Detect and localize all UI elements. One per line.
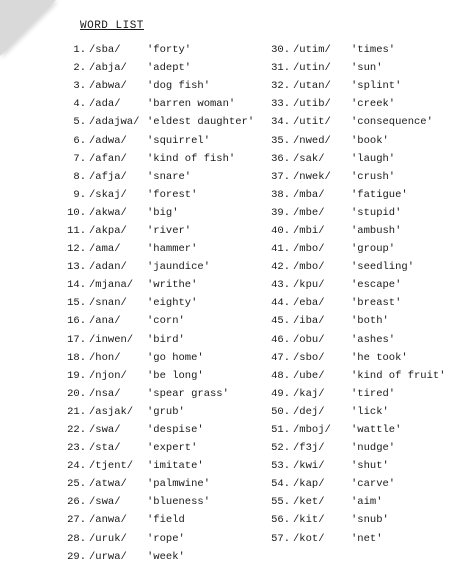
- word-list-row: [260, 367, 470, 385]
- word-list-row: [260, 312, 470, 330]
- item-number: 38.: [271, 188, 290, 201]
- english-gloss: 'palmwine': [147, 478, 211, 491]
- item-number: 34.: [271, 116, 290, 129]
- phonemic-word: /ube/: [293, 369, 325, 382]
- item-number: 27.: [67, 514, 86, 527]
- phonemic-word: /kaj/: [293, 387, 325, 400]
- phonemic-word: /ada/: [89, 98, 121, 111]
- item-number: 51.: [271, 424, 290, 437]
- english-gloss: 'sun': [351, 62, 383, 75]
- item-number: 15.: [67, 297, 86, 310]
- item-number: 13.: [67, 261, 86, 274]
- english-gloss: 'book': [351, 134, 389, 147]
- phonemic-word: /snan/: [89, 297, 127, 310]
- word-list-row: [260, 186, 470, 204]
- phonemic-word: /obu/: [293, 333, 325, 346]
- english-gloss: 'wattle': [351, 424, 402, 437]
- item-number: 11.: [67, 224, 86, 237]
- phonemic-word: /tjent/: [89, 460, 134, 473]
- item-number: 19.: [67, 369, 86, 382]
- item-number: 41.: [271, 243, 290, 256]
- word-list-row: [260, 457, 470, 475]
- word-list-row: [54, 294, 259, 312]
- word-list-row: [260, 475, 470, 493]
- english-gloss: 'adept': [147, 62, 192, 75]
- item-number: 18.: [67, 351, 86, 364]
- word-list-row: [54, 150, 259, 168]
- word-list-row: [54, 204, 259, 222]
- phonemic-word: /sbo/: [293, 351, 325, 364]
- english-gloss: 'forty': [147, 44, 192, 57]
- item-number: 14.: [67, 279, 86, 292]
- item-number: 48.: [271, 369, 290, 382]
- word-list-row: [54, 385, 259, 403]
- word-list-row: [260, 276, 470, 294]
- item-number: 47.: [271, 351, 290, 364]
- word-list-row: [54, 367, 259, 385]
- word-list-row: [260, 240, 470, 258]
- item-number: 24.: [67, 460, 86, 473]
- item-number: 12.: [67, 243, 86, 256]
- phonemic-word: /kot/: [293, 532, 325, 545]
- english-gloss: 'shut': [351, 460, 389, 473]
- word-list-right-column: [260, 41, 470, 548]
- item-number: 53.: [271, 460, 290, 473]
- word-list-row: [260, 59, 470, 77]
- phonemic-word: /adan/: [89, 261, 127, 274]
- word-list-row: [54, 439, 259, 457]
- word-list-row: [54, 457, 259, 475]
- phonemic-word: /mbi/: [293, 224, 325, 237]
- phonemic-word: /anwa/: [89, 514, 127, 527]
- item-number: 43.: [271, 279, 290, 292]
- english-gloss: 'group': [351, 243, 396, 256]
- word-list-row: [260, 493, 470, 511]
- phonemic-word: /nwed/: [293, 134, 331, 147]
- english-gloss: 'barren woman': [147, 98, 236, 111]
- english-gloss: 'laugh': [351, 152, 396, 165]
- item-number: 5.: [73, 116, 86, 129]
- english-gloss: 'jaundice': [147, 261, 211, 274]
- item-number: 31.: [271, 62, 290, 75]
- english-gloss: 'consequence': [351, 116, 433, 129]
- item-number: 55.: [271, 496, 290, 509]
- phonemic-word: /mboj/: [293, 424, 331, 437]
- phonemic-word: /nsa/: [89, 387, 121, 400]
- english-gloss: 'net': [351, 532, 383, 545]
- word-list-row: [260, 131, 470, 149]
- english-gloss: 'breast': [351, 297, 402, 310]
- phonemic-word: /hon/: [89, 351, 121, 364]
- phonemic-word: /sba/: [89, 44, 121, 57]
- phonemic-word: /urwa/: [89, 550, 127, 563]
- phonemic-word: /sak/: [293, 152, 325, 165]
- word-list-row: [260, 403, 470, 421]
- phonemic-word: /mbo/: [293, 243, 325, 256]
- phonemic-word: /adwa/: [89, 134, 127, 147]
- english-gloss: 'ashes': [351, 333, 396, 346]
- english-gloss: 'spear grass': [147, 387, 229, 400]
- english-gloss: 'seedling': [351, 261, 415, 274]
- english-gloss: 'be long': [147, 369, 204, 382]
- item-number: 9.: [73, 188, 86, 201]
- item-number: 42.: [271, 261, 290, 274]
- english-gloss: 'carve': [351, 478, 396, 491]
- word-list-row: [54, 113, 259, 131]
- word-list-row: [260, 168, 470, 186]
- word-list-left-column: [54, 41, 259, 566]
- item-number: 26.: [67, 496, 86, 509]
- phonemic-word: /ana/: [89, 315, 121, 328]
- english-gloss: 'go home': [147, 351, 204, 364]
- item-number: 44.: [271, 297, 290, 310]
- word-list-row: [260, 258, 470, 276]
- phonemic-word: /dej/: [293, 405, 325, 418]
- item-number: 54.: [271, 478, 290, 491]
- item-number: 16.: [67, 315, 86, 328]
- phonemic-word: /utib/: [293, 98, 331, 111]
- english-gloss: 'splint': [351, 80, 402, 93]
- word-list-row: [260, 439, 470, 457]
- english-gloss: 'escape': [351, 279, 402, 292]
- word-list-row: [54, 95, 259, 113]
- phonemic-word: /kit/: [293, 514, 325, 527]
- english-gloss: 'corn': [147, 315, 185, 328]
- word-list-row: [260, 204, 470, 222]
- item-number: 30.: [271, 44, 290, 57]
- phonemic-word: /utin/: [293, 62, 331, 75]
- english-gloss: 'lick': [351, 405, 389, 418]
- word-list-row: [260, 113, 470, 131]
- phonemic-word: /kap/: [293, 478, 325, 491]
- word-list-row: [54, 168, 259, 186]
- phonemic-word: /skaj/: [89, 188, 127, 201]
- item-number: 46.: [271, 333, 290, 346]
- word-list-row: [260, 385, 470, 403]
- phonemic-word: /asjak/: [89, 405, 134, 418]
- word-list-row: [54, 258, 259, 276]
- item-number: 45.: [271, 315, 290, 328]
- word-list-row: [54, 222, 259, 240]
- phonemic-word: /abwa/: [89, 80, 127, 93]
- word-list-row: [54, 493, 259, 511]
- item-number: 56.: [271, 514, 290, 527]
- english-gloss: 'creek': [351, 98, 396, 111]
- word-list-row: [260, 77, 470, 95]
- english-gloss: 'river': [147, 224, 192, 237]
- word-list-row: [54, 312, 259, 330]
- word-list-row: [260, 222, 470, 240]
- item-number: 1.: [73, 44, 86, 57]
- phonemic-word: /sta/: [89, 442, 121, 455]
- item-number: 35.: [271, 134, 290, 147]
- english-gloss: 'ambush': [351, 224, 402, 237]
- word-list-row: [54, 276, 259, 294]
- item-number: 32.: [271, 80, 290, 93]
- item-number: 23.: [67, 442, 86, 455]
- phonemic-word: /ama/: [89, 243, 121, 256]
- word-list-row: [54, 475, 259, 493]
- phonemic-word: /swa/: [89, 496, 121, 509]
- folded-corner: [0, 0, 56, 56]
- word-list-row: [260, 294, 470, 312]
- word-list-row: [54, 77, 259, 95]
- word-list-row: [260, 41, 470, 59]
- phonemic-word: /adajwa/: [89, 116, 140, 129]
- phonemic-word: /mjana/: [89, 279, 134, 292]
- item-number: 20.: [67, 387, 86, 400]
- english-gloss: 'snub': [351, 514, 389, 527]
- english-gloss: 'he took': [351, 351, 408, 364]
- item-number: 52.: [271, 442, 290, 455]
- word-list-row: [54, 548, 259, 566]
- english-gloss: 'stupid': [351, 206, 402, 219]
- english-gloss: 'forest': [147, 188, 198, 201]
- item-number: 2.: [73, 62, 86, 75]
- phonemic-word: /afja/: [89, 170, 127, 183]
- english-gloss: 'expert': [147, 442, 198, 455]
- phonemic-word: /swa/: [89, 424, 121, 437]
- word-list-row: [54, 186, 259, 204]
- english-gloss: 'blueness': [147, 496, 211, 509]
- page-title: WORD LIST: [80, 20, 144, 32]
- word-list-row: [260, 331, 470, 349]
- item-number: 22.: [67, 424, 86, 437]
- english-gloss: 'squirrel': [147, 134, 211, 147]
- english-gloss: 'grub': [147, 405, 185, 418]
- phonemic-word: /abja/: [89, 62, 127, 75]
- english-gloss: 'nudge': [351, 442, 396, 455]
- phonemic-word: /utim/: [293, 44, 331, 57]
- item-number: 50.: [271, 405, 290, 418]
- word-list-row: [260, 349, 470, 367]
- english-gloss: 'eighty': [147, 297, 198, 310]
- english-gloss: 'big': [147, 206, 179, 219]
- english-gloss: 'writhe': [147, 279, 198, 292]
- word-list-row: [54, 511, 259, 529]
- phonemic-word: /inwen/: [89, 333, 134, 346]
- word-list-row: [260, 530, 470, 548]
- phonemic-word: /iba/: [293, 315, 325, 328]
- word-list-row: [54, 530, 259, 548]
- item-number: 36.: [271, 152, 290, 165]
- item-number: 39.: [271, 206, 290, 219]
- item-number: 8.: [73, 170, 86, 183]
- item-number: 21.: [67, 405, 86, 418]
- word-list-row: [54, 240, 259, 258]
- english-gloss: 'eldest daughter': [147, 116, 255, 129]
- english-gloss: 'field: [147, 514, 185, 527]
- item-number: 3.: [73, 80, 86, 93]
- phonemic-word: /akpa/: [89, 224, 127, 237]
- english-gloss: 'rope': [147, 532, 185, 545]
- item-number: 7.: [73, 152, 86, 165]
- phonemic-word: /utan/: [293, 80, 331, 93]
- item-number: 6.: [73, 134, 86, 147]
- phonemic-word: /f3j/: [293, 442, 325, 455]
- word-list-row: [54, 421, 259, 439]
- item-number: 33.: [271, 98, 290, 111]
- phonemic-word: /eba/: [293, 297, 325, 310]
- english-gloss: 'fatigue': [351, 188, 408, 201]
- item-number: 17.: [67, 333, 86, 346]
- english-gloss: 'despise': [147, 424, 204, 437]
- english-gloss: 'hammer': [147, 243, 198, 256]
- phonemic-word: /njon/: [89, 369, 127, 382]
- phonemic-word: /mbo/: [293, 261, 325, 274]
- phonemic-word: /mba/: [293, 188, 325, 201]
- english-gloss: 'snare': [147, 170, 192, 183]
- word-list-row: [260, 421, 470, 439]
- item-number: 25.: [67, 478, 86, 491]
- phonemic-word: /afan/: [89, 152, 127, 165]
- item-number: 4.: [73, 98, 86, 111]
- english-gloss: 'crush': [351, 170, 396, 183]
- item-number: 28.: [67, 532, 86, 545]
- word-list-row: [54, 349, 259, 367]
- phonemic-word: /akwa/: [89, 206, 127, 219]
- english-gloss: 'bird': [147, 333, 185, 346]
- phonemic-word: /atwa/: [89, 478, 127, 491]
- phonemic-word: /nwek/: [293, 170, 331, 183]
- item-number: 40.: [271, 224, 290, 237]
- english-gloss: 'dog fish': [147, 80, 211, 93]
- english-gloss: 'times': [351, 44, 396, 57]
- english-gloss: 'aim': [351, 496, 383, 509]
- phonemic-word: /utit/: [293, 116, 331, 129]
- english-gloss: 'tired': [351, 387, 396, 400]
- phonemic-word: /mbe/: [293, 206, 325, 219]
- english-gloss: 'week': [147, 550, 185, 563]
- word-list-row: [54, 131, 259, 149]
- phonemic-word: /kpu/: [293, 279, 325, 292]
- english-gloss: 'kind of fish': [147, 152, 236, 165]
- english-gloss: 'kind of fruit': [351, 369, 446, 382]
- word-list-row: [260, 511, 470, 529]
- item-number: 49.: [271, 387, 290, 400]
- item-number: 57.: [271, 532, 290, 545]
- word-list-row: [54, 59, 259, 77]
- item-number: 37.: [271, 170, 290, 183]
- item-number: 29.: [67, 550, 86, 563]
- word-list-row: [260, 95, 470, 113]
- phonemic-word: /kwi/: [293, 460, 325, 473]
- phonemic-word: /uruk/: [89, 532, 127, 545]
- word-list-row: [54, 403, 259, 421]
- item-number: 10.: [67, 206, 86, 219]
- english-gloss: 'imitate': [147, 460, 204, 473]
- word-list-row: [260, 150, 470, 168]
- english-gloss: 'both': [351, 315, 389, 328]
- word-list-row: [54, 331, 259, 349]
- phonemic-word: /ket/: [293, 496, 325, 509]
- word-list-row: [54, 41, 259, 59]
